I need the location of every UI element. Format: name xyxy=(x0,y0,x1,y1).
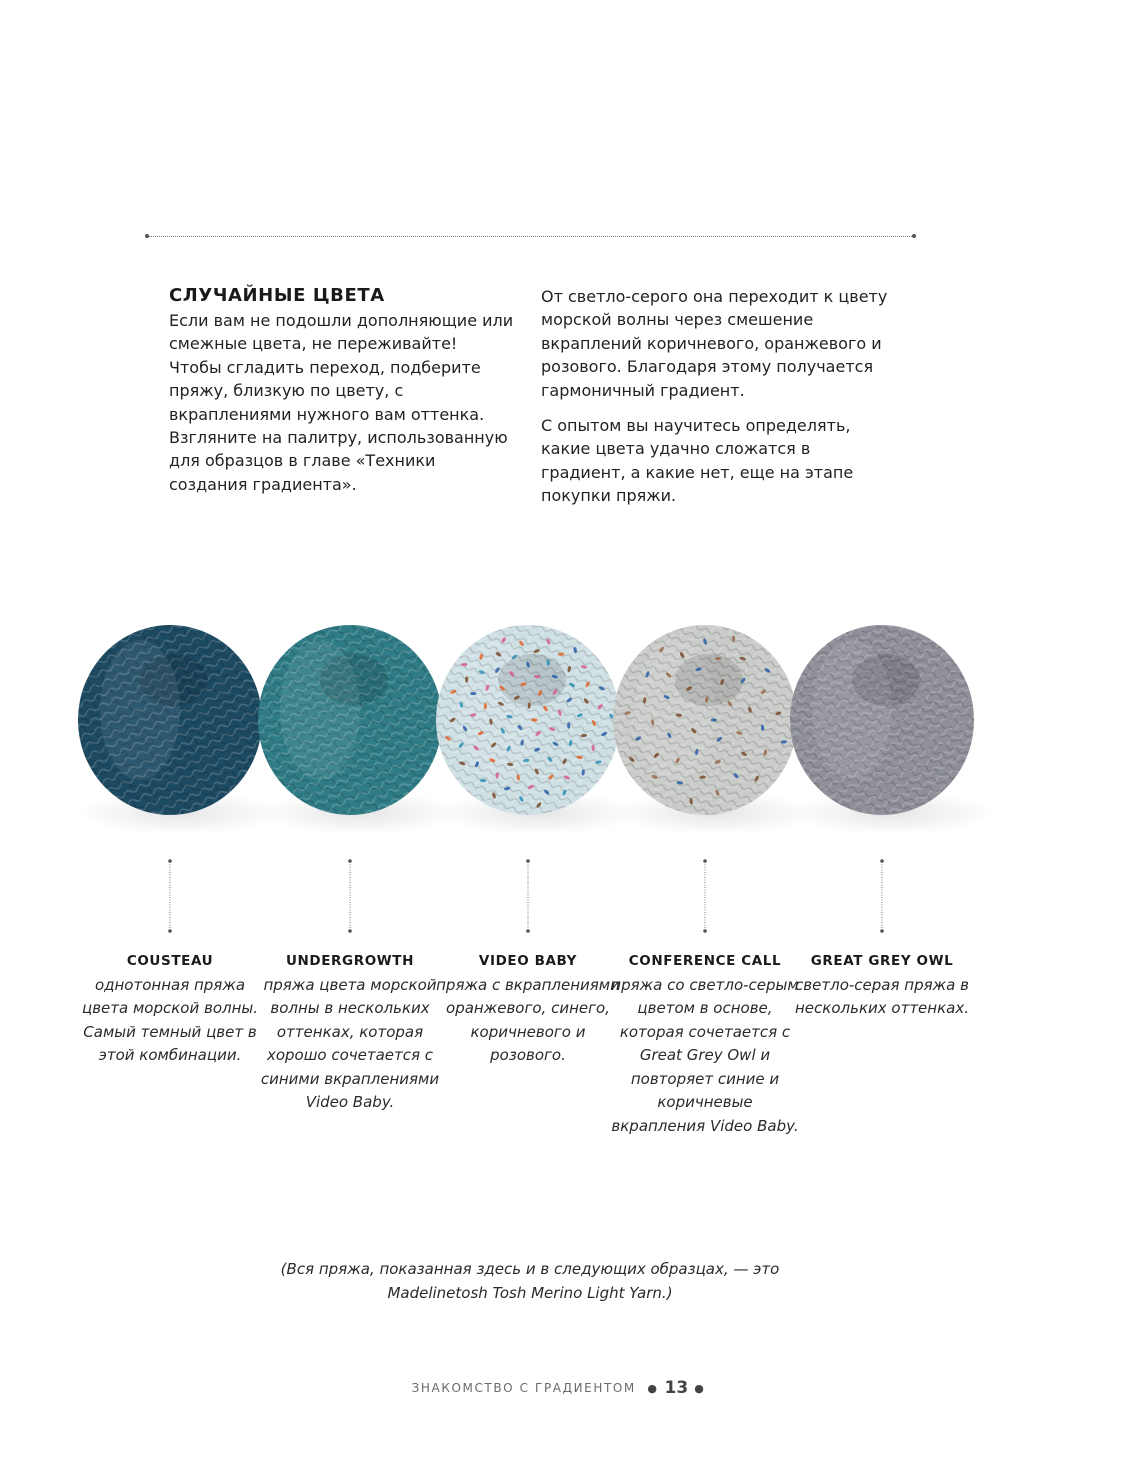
yarn-caption xyxy=(433,950,623,1068)
yarn-photo xyxy=(0,560,1123,980)
section-heading: СЛУЧАЙНЫЕ ЦВЕТА xyxy=(169,285,385,306)
yarn-description: пряжа цвета морской волны в нескольких оттенках, которая хорошо сочетается с синими вкраплениями Video Baby. xyxy=(260,975,440,1111)
divider-dot xyxy=(145,234,149,238)
divider-dot xyxy=(912,234,916,238)
caption-leader xyxy=(526,859,530,933)
yarn-ball xyxy=(790,625,994,835)
yarn-description: пряжа с вкраплениями оранжевого, синего, коричневого и розового. xyxy=(436,975,620,1064)
footer-chapter: ЗНАКОМСТВО С ГРАДИЕНТОМ xyxy=(411,1381,636,1395)
yarn-ball xyxy=(78,625,282,835)
yarn-description: однотонная пряжа цвета морской волны. Самый темный цвет в этой комбинации. xyxy=(81,975,258,1064)
footer-bullet: ● xyxy=(647,1381,659,1395)
right-paragraph-2: С опытом вы научитесь определять, какие цвета удачно сложатся в градиент, а какие нет, еще на этапе покупки пряжи. xyxy=(541,416,854,506)
yarn-caption xyxy=(787,950,977,1021)
yarn-caption xyxy=(255,950,445,1115)
page-number: 13 xyxy=(664,1378,689,1398)
yarn-name: COUSTEAU xyxy=(126,953,214,969)
caption-leader xyxy=(348,859,352,933)
caption-leader xyxy=(880,859,884,933)
yarn-ball xyxy=(436,625,640,835)
left-paragraph: Если вам не подошли дополняющие или смежные цвета, не переживайте! Чтобы сгладить переход, подберите пряжу, близкую по цвету, с вкраплениями нужного вам оттенка. Взгляните на палитру, использованную для образцов в главе «Техники создания градиента». xyxy=(169,311,514,494)
footnote: (Вся пряжа, показанная здесь и в следующих образцах, — это Madelinetosh Tosh Merino Light Yarn.) xyxy=(280,1260,780,1302)
yarn-caption xyxy=(75,950,265,1068)
yarn-caption xyxy=(610,950,800,1138)
yarn-name: VIDEO BABY xyxy=(478,953,578,969)
right-text-column xyxy=(541,285,893,508)
footer-bullet: ● xyxy=(694,1381,706,1395)
yarn-illustration xyxy=(0,560,1123,980)
yarn-name: UNDERGROWTH xyxy=(285,953,415,969)
yarn-name: GREAT GREY OWL xyxy=(810,953,954,969)
caption-leader xyxy=(168,859,172,933)
caption-leader xyxy=(703,859,707,933)
yarn-name: CONFERENCE CALL xyxy=(628,953,782,969)
yarn-ball xyxy=(613,625,817,835)
yarn-description: пряжа со светло-серым цветом в основе, которая сочетается с Great Grey Owl и повторяет синие и коричневые вкрапления Video Baby. xyxy=(611,975,799,1135)
section-divider xyxy=(147,236,914,237)
right-paragraph-1: От светло-серого она переходит к цвету морской волны через смешение вкраплений коричневого, оранжевого и розового. Благодаря этому получается гармоничный градиент. xyxy=(541,287,888,400)
left-text-column xyxy=(169,284,514,496)
page-footer xyxy=(0,1378,1123,1398)
yarn-description: светло-серая пряжа в нескольких оттенках. xyxy=(795,975,969,1017)
yarn-ball xyxy=(258,625,462,835)
